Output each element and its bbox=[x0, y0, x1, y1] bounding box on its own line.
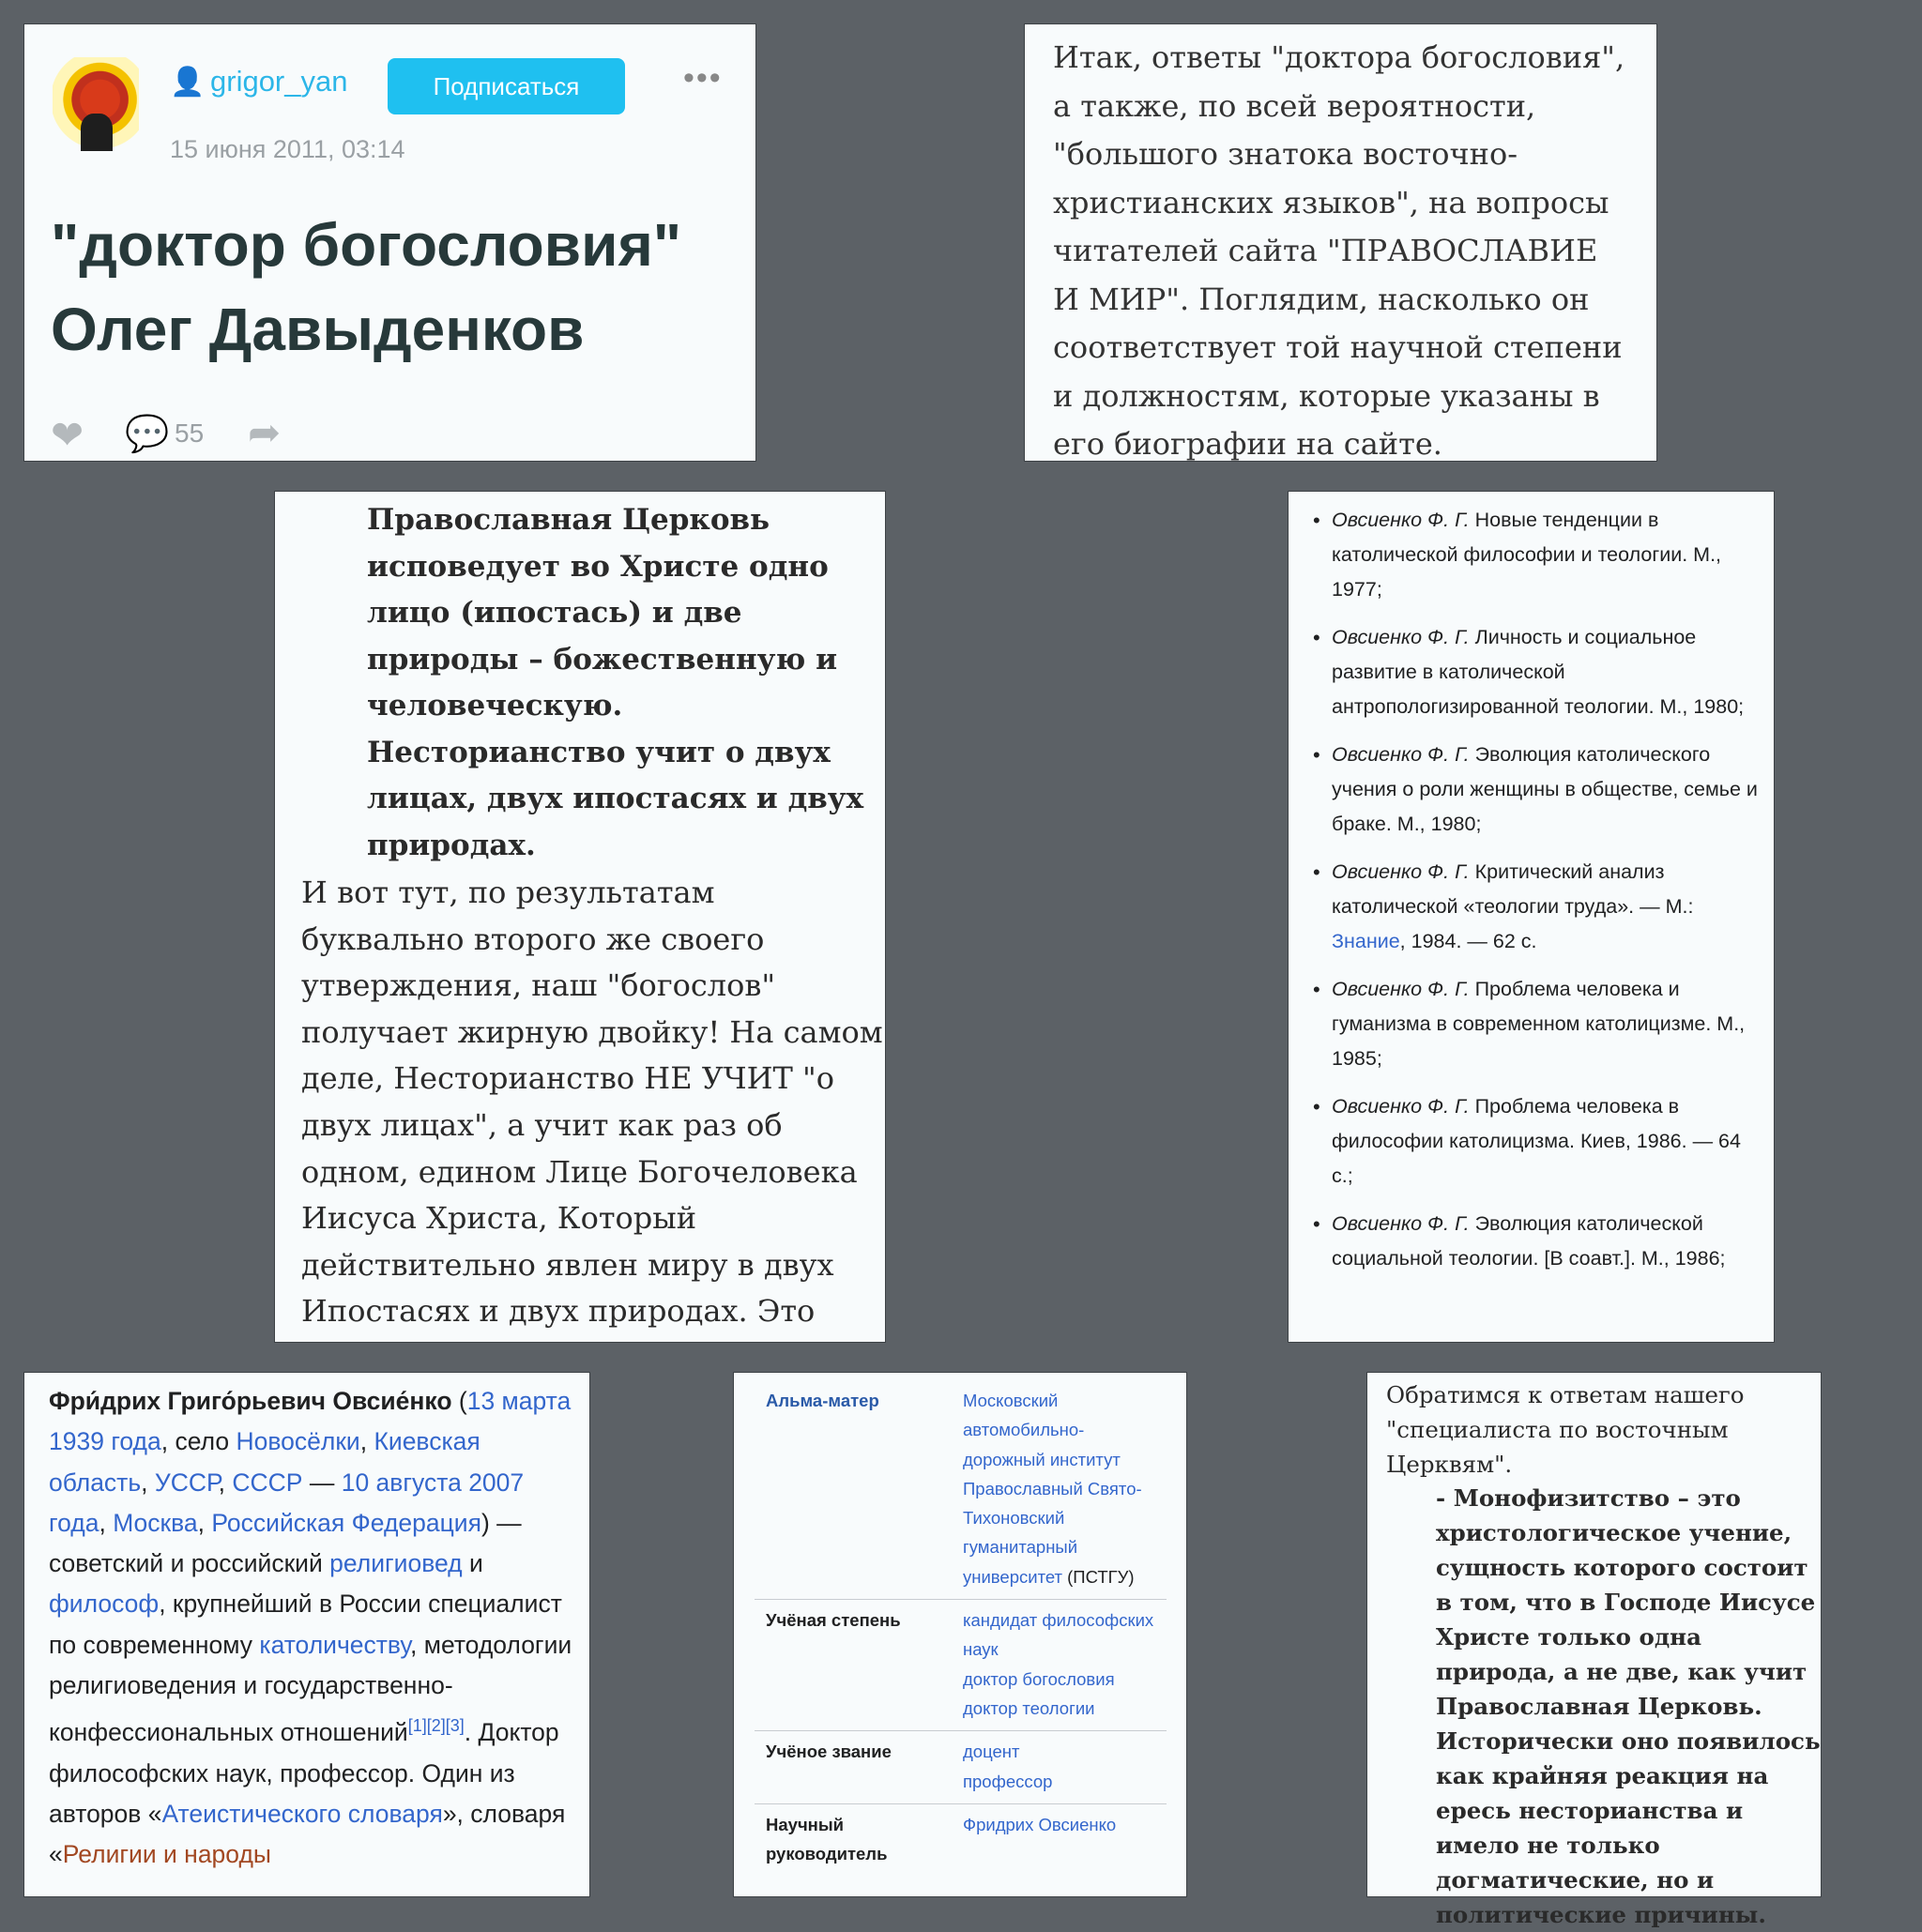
list-item bbox=[1332, 1089, 1761, 1194]
work-title: Личность и социальное развитие в католической антропологизированной теологии. М., 1980; bbox=[1332, 626, 1745, 718]
value-link[interactable]: доктор богословия bbox=[963, 1668, 1115, 1689]
table-row bbox=[755, 1380, 1167, 1600]
value-link[interactable]: доктор теологии bbox=[963, 1697, 1095, 1718]
bibliography-list bbox=[1289, 492, 1774, 1276]
list-item bbox=[1332, 503, 1761, 607]
wiki-intro-paragraph: Фри́дрих Григо́рьевич Овсие́нко (13 марта 1939 года, село Новосёлки, Киевская область, УССР, СССР — 10 августа 2007 года, Москва, Российская Федерация) — советский и российский религиовед и философ, крупнейший в России специалист по современному католичеству, методологии религиоведения и государственно-конфессиональных отношений[1][2][3]. Доктор философских наук, профессор. Один из авторов «Атеистического словаря», словаря «Религии и народы bbox=[49, 1387, 572, 1869]
value-link[interactable]: Православный Свято-Тихоновский гуманитарный университет bbox=[963, 1478, 1142, 1587]
rf-link[interactable]: Российская Федерация bbox=[211, 1508, 481, 1537]
username-link[interactable]: grigor_yan bbox=[210, 65, 348, 98]
wiki-intro-card bbox=[23, 1372, 590, 1897]
commentary-paragraph: И вот тут, по результатам буквально второго же своего утверждения, наш "богослов" получает жирную двойку! На самом деле, Несторианство НЕ УЧИТ "о двух лицах", а учит как раз об одном, едином Лице Богочеловека Иисуса Христа, Который действительно явлен миру в двух Ипостасях и двух природах. Это bbox=[301, 875, 883, 1330]
table-row bbox=[755, 1803, 1167, 1876]
philosopher-link[interactable]: философ bbox=[49, 1590, 160, 1619]
text-fragment: , село bbox=[160, 1427, 236, 1456]
religious-scholar-link[interactable]: религиовед bbox=[329, 1549, 463, 1578]
quoted-statement: - Монофизитство – это христологическое учение, сущность которого состоит в том, что в Господе Иисусе Христе только одна природа, а не две, как учит Православная Церковь. Исторически оно появилось как крайняя реакция на ересь несторианства и имело не только догматические, но и политические причины. bbox=[1436, 1484, 1821, 1928]
work-title: Эволюция католической социальной теологии. [В соавт.]. М., 1986; bbox=[1332, 1212, 1726, 1270]
value-link[interactable]: доцент bbox=[963, 1742, 1020, 1762]
row-value bbox=[953, 1731, 1167, 1804]
share-icon[interactable]: ➦ bbox=[248, 410, 282, 454]
comment-icon[interactable]: 💬 bbox=[125, 415, 170, 454]
bibliography-card bbox=[1288, 491, 1775, 1343]
post-title: "доктор богословия" Олег Давыденков bbox=[51, 211, 682, 363]
reference-links[interactable]: [1][2][3] bbox=[407, 1716, 465, 1736]
author-name: Овсиенко Ф. Г. bbox=[1332, 978, 1470, 1000]
row-value bbox=[953, 1380, 1167, 1600]
value-link[interactable]: Московский автомобильно-дорожный институт bbox=[963, 1391, 1121, 1469]
work-title: Эволюция католического учения о роли женщины в обществе, семье и браке. М., 1980; bbox=[1332, 743, 1758, 835]
atheist-dictionary-link[interactable]: Атеистического словаря bbox=[161, 1799, 443, 1828]
row-value bbox=[953, 1600, 1167, 1731]
monophysitism-card bbox=[1366, 1372, 1822, 1928]
author-name: Овсиенко Ф. Г. bbox=[1332, 626, 1470, 648]
infobox-card bbox=[733, 1372, 1187, 1897]
sssr-link[interactable]: СССР bbox=[232, 1468, 303, 1497]
text-fragment: . Доктор философских наук, профессор. Один из авторов « bbox=[49, 1718, 559, 1828]
intro-paragraph: Обратимся к ответам нашего "специалиста по восточным Церквям". bbox=[1386, 1381, 1745, 1478]
moscow-link[interactable]: Москва bbox=[113, 1508, 198, 1537]
row-value bbox=[953, 1803, 1167, 1876]
birth-date-link[interactable]: 13 марта bbox=[466, 1387, 572, 1415]
row-key[interactable]: Альма-матер bbox=[755, 1380, 953, 1600]
infobox-table bbox=[755, 1380, 1167, 1876]
work-title: Новые тенденции в католической философии и теологии. М., 1977; bbox=[1332, 509, 1722, 601]
user-icon: 👤 bbox=[170, 67, 206, 98]
row-key: Учёная степень bbox=[755, 1600, 953, 1731]
table-row bbox=[755, 1731, 1167, 1804]
list-item bbox=[1332, 972, 1761, 1076]
author-name: Овсиенко Ф. Г. bbox=[1332, 1212, 1470, 1235]
author-name: Овсиенко Ф. Г. bbox=[1332, 743, 1470, 766]
person-name: Фри́дрих Григо́рьевич Овсие́нко bbox=[49, 1387, 452, 1415]
publisher-link[interactable]: Знание bbox=[1332, 930, 1400, 952]
subscribe-button[interactable]: Подписаться bbox=[388, 58, 625, 114]
quoted-statement: Православная Церковь исповедует во Христе одно лицо (ипостась) и две природы – божественную и человеческую. Несторианство учит о двух лицах, двух ипостасях и двух природах. bbox=[367, 503, 864, 862]
death-year-link[interactable]: 2007 года bbox=[49, 1468, 525, 1537]
intro-paragraph: Итак, ответы "доктора богословия", а также, по всей вероятности, "большого знатока восточно-христианских языков", на вопросы читателей сайта "ПРАВОСЛАВИЕ И МИР". Поглядим, насколько он соответствует той научной степени и должностям, которые указаны в его биографии на сайте. bbox=[1053, 39, 1625, 462]
post-header-card bbox=[23, 23, 756, 462]
village-link[interactable]: Новосёлки bbox=[236, 1427, 360, 1456]
row-key: Научный руководитель bbox=[766, 1814, 888, 1864]
catholicism-link[interactable]: католичеству bbox=[259, 1630, 411, 1659]
list-item bbox=[1332, 1207, 1761, 1276]
text-fragment: , крупнейший в России специалист по современному bbox=[49, 1590, 562, 1659]
text-fragment: ( bbox=[451, 1387, 467, 1415]
list-item bbox=[1332, 855, 1761, 959]
text-fragment: », словаря « bbox=[49, 1799, 566, 1869]
text-fragment: — bbox=[302, 1468, 342, 1497]
author-name: Овсиенко Ф. Г. bbox=[1332, 509, 1470, 531]
avatar[interactable] bbox=[53, 57, 139, 151]
intro-text-card bbox=[1024, 23, 1657, 462]
religions-peoples-link[interactable]: Религии и народы bbox=[62, 1840, 271, 1869]
text-fragment: , методологии религиоведения и государственно-конфессиональных отношений bbox=[49, 1630, 572, 1747]
birth-year-link[interactable]: 1939 года bbox=[49, 1427, 161, 1456]
region-link[interactable]: Киевская область bbox=[49, 1427, 480, 1497]
value-suffix: (ПСТГУ) bbox=[1062, 1566, 1135, 1587]
text-fragment: ) — советский и российский bbox=[49, 1508, 522, 1578]
quote-card bbox=[274, 491, 886, 1343]
work-title: Проблема человека в философии католицизма. Киев, 1986. — 64 с.; bbox=[1332, 1095, 1741, 1187]
author-name: Овсиенко Ф. Г. bbox=[1332, 1095, 1470, 1118]
heart-icon[interactable]: ❤ bbox=[51, 413, 84, 457]
work-title: Проблема человека и гуманизма в современном католицизме. М., 1985; bbox=[1332, 978, 1746, 1070]
work-tail: , 1984. — 62 с. bbox=[1399, 930, 1537, 952]
text-fragment: и bbox=[462, 1549, 483, 1578]
ussr-link[interactable]: УССР bbox=[154, 1468, 219, 1497]
author-name: Овсиенко Ф. Г. bbox=[1332, 860, 1470, 883]
table-row bbox=[755, 1600, 1167, 1731]
row-key: Учёное звание bbox=[755, 1731, 953, 1804]
post-date: 15 июня 2011, 03:14 bbox=[170, 135, 405, 163]
list-item bbox=[1332, 620, 1761, 724]
more-icon[interactable]: ••• bbox=[683, 60, 723, 96]
value-link[interactable]: кандидат философских наук bbox=[963, 1610, 1154, 1660]
work-title: Критический анализ католической «теологии труда». — М.: bbox=[1332, 860, 1694, 918]
value-link[interactable]: профессор bbox=[963, 1771, 1053, 1791]
value-link[interactable]: Фридрих Овсиенко bbox=[963, 1814, 1117, 1834]
death-date-link[interactable]: 10 августа bbox=[341, 1468, 462, 1497]
comment-count[interactable]: 55 bbox=[175, 418, 205, 448]
list-item bbox=[1332, 738, 1761, 842]
